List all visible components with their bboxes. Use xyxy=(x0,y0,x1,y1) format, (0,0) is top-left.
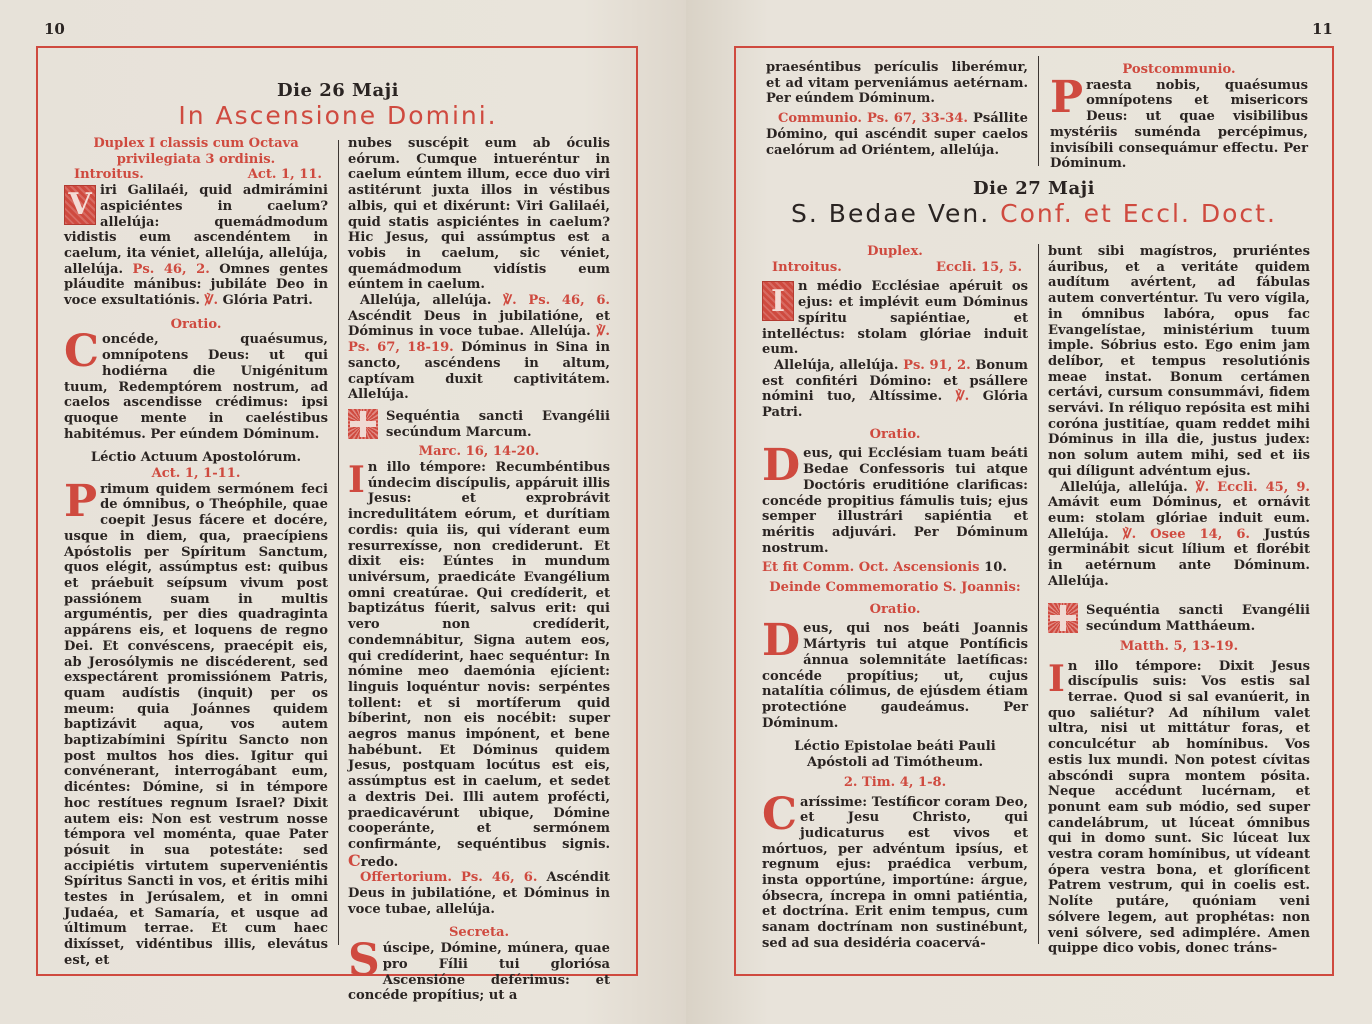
top-left-block xyxy=(766,60,1028,158)
illuminated-initial-v: V xyxy=(64,185,96,225)
drop-cap-i: I xyxy=(348,459,365,502)
oratio-label: Oratio. xyxy=(869,426,921,442)
drop-cap-d: D xyxy=(762,440,801,492)
illuminated-initial-i: I xyxy=(762,281,794,321)
drop-cap-s: S xyxy=(348,935,380,987)
introit-header xyxy=(762,260,1028,276)
lectio-title: Léctio Actuum Apostolórum. xyxy=(90,450,302,466)
drop-cap-i: I xyxy=(1048,657,1065,700)
communio: Communio. Ps. 67, 33-34. Psállite Dómino, qui ascéndit super caelos caelórum ad Oriéntem, allelúja. xyxy=(766,111,1028,158)
top-right-block xyxy=(1050,62,1308,172)
feast-title: S. Bedae Ven. Conf. et Eccl. Doct. xyxy=(791,199,1277,228)
commemoration-joannis: Deinde Commemoratio S. Joannis: xyxy=(769,580,1021,596)
drop-cap-c: C xyxy=(64,326,100,378)
lectio: P rimum quidem sermónem feci de ómnibus, o Theóphile, quae coepit Jesus fácere et docére, usque in diem, qua, praecípiens Apóstolis per Spíritum Sanctum, quos elégit, assúmptus est: quibus et práebuit seípsum vivum post passiónem suam in multis arguméntis, per dies quadraginta appárens eis, et loquens de regno Dei. Et convéscens, praecépit eis, ab Jerosólymis ne discéderent, sed exspectárent promissiónem Patris, quam audístis (inquit) per os meum: quia Joánnes quidem baptizávit aqua, vos autem baptizabímini Spíritu Sancto non post multos hos dies. Igitur qui convénerant, interrogábant eum, dicéntes: Dómine, si in témpore hoc restítues regnum Israel? Dixit autem eis: Non est vestrum nosse témpora vel moménta, quae Pater pósuit in sua potestáte: sed accipiétis virtutem superveniéntis Spíritus Sancti in vos, et éritis mihi testes in Jerúsalem, et in omni Judaéa, et Samaría, et usque ad últimum terrae. Et cum haec dixísset, vidéntibus illis, elevátus est, et xyxy=(64,475,328,968)
introit-psalm: Allelúja, allelúja. Ps. 91, 2. Bonum est confitéri Dómino: et psállere nómini tuo, Altíssime. ℣. Glória Patri. xyxy=(762,357,1029,421)
oratio-label-2: Oratio. xyxy=(869,601,921,617)
left-column-1 xyxy=(64,136,328,969)
drop-cap-p: P xyxy=(1050,71,1084,123)
column-divider xyxy=(1038,244,1039,944)
gospel-heading: Sequéntia sancti Evangélii secúndum Mattháeum. xyxy=(1048,603,1310,634)
lectio-title: Léctio Epistolae beáti Pauli Apóstoli ad Timótheum. xyxy=(794,739,996,771)
introit: I n médio Ecclésiae apéruit os ejus: et implévit eum Dóminus spíritu sapiéntiae, et intelléctus: stolam glóriae induit eum. xyxy=(762,279,1028,358)
commemoration-octave: Et fit Comm. Oct. Ascensionis 10. xyxy=(762,560,1007,576)
drop-cap-c: C xyxy=(762,788,798,840)
drop-cap-d: D xyxy=(762,615,801,667)
secreta-label: Secreta. xyxy=(448,925,510,941)
gospel-ref: Marc. 16, 14-20. xyxy=(418,444,540,460)
rank: Duplex I classis cum Octava privilegiata 3 ordinis. xyxy=(93,136,299,167)
gospel-ref: Matth. 5, 13-19. xyxy=(1119,638,1239,654)
lectio-continued: nubes suscépit eum ab óculis eórum. Cumque intueréntur in caelum eúntem illum, ecce duo viri astitérunt juxta illos in véstibus albis, qui et dixérunt: Viri Galilaéi, quid statis aspiciéntes in caelum? Hic Jesus, qui assúmptus est a vobis in caelum, sic véniet, quemádmodum vidístis eum eúntem in caelum. xyxy=(348,136,610,293)
oratio: D eus, qui Ecclésiam tuam beáti Bedae Confessoris tui atque Doctóris eruditióne clarificas: concéde propitius fámulis tuis; ejus semper illustrári sapiéntia et méritis adjuvári. Per Dóminum nostrum. xyxy=(762,440,1028,556)
lectio-ref: Act. 1, 1-11. xyxy=(151,466,241,482)
column-divider xyxy=(338,140,339,945)
oratio-label: Oratio. xyxy=(170,316,222,332)
right-column-2 xyxy=(1048,244,1310,957)
alleluia: Allelúja, allelúja. ℣. Eccli. 45, 9. Amávit eum Dóminus, et ornávit eum: stolam glóriae induit eum. Allelúja. ℣. Osee 14, 6. Justús germinábit sicut lílium et florébit in aetérnum ante Dóminum. Allelúja. xyxy=(1048,479,1310,589)
drop-cap-p: P xyxy=(64,475,98,527)
postcommunio-label: Postcommunio. xyxy=(1122,62,1236,77)
right-page xyxy=(686,0,1372,1024)
cross-icon xyxy=(348,409,378,439)
oratio: C oncéde, quaésumus, omnípotens Deus: ut qui hodiérna die Unigénitum tuum, Redemptórem nostrum, ad caelos ascendisse crédimus: ipsi quoque mente in caeléstibus habitémus. Per eúndem Dóminum. xyxy=(64,326,328,442)
introit-label: Introitus. xyxy=(772,259,842,275)
secreta: S úscipe, Dómine, múnera, quae pro Fílii tui gloriósa Ascensióne deférimus: et concéde propítius; ut a xyxy=(348,935,610,1004)
versicle-icon: ℣. xyxy=(955,389,970,405)
lectio: C aríssime: Testíficor coram Deo, et Jesu Christo, qui judicaturus est vivos et mórtuos, per advéntum ipsíus, et regnum ejus: praédica verbum, insta opportúne, importúne: árgue, óbsecra, íncrepa in omni patiéntia, et doctrína. Erit enim tempus, cum sanam doctrínam non sustinébunt, sed ad sua desidéria coacervá- xyxy=(762,788,1028,951)
offertory: Offertorium. Ps. 46, 6. Ascéndit Deus in jubilatióne, et Dóminus in voce tubae, allelúja. xyxy=(348,870,610,917)
lectio-continued: bunt sibi magístros, pruriéntes áuribus, et a veritáte quidem audítum avértent, ad fábulas autem converténtur. Tu vero vígila, in ómnibus labóra, opus fac Evangelístae, ministérium tuum imple. Sóbrius esto. Ego enim jam delíbor, et tempus resolutiónis meae instat. Bonum certámen certávi, cursum consummávi, fidem servávi. In réliquo repósita est mihi coróna justitíae, quam reddet mihi Dóminus in illa die, justus judex: non solum autem mihi, sed et iis qui díligunt advéntum ejus. xyxy=(1048,244,1310,479)
postcommunio: P raesta nobis, quaésumus omnípotens et misericors Deus: ut quae visibilibus mystériis suménda percépimus, invisíbili consequámur effectu. Per Dóminum. xyxy=(1050,71,1308,172)
introit: V iri Galilaéi, quid admirámini aspiciéntes in caelum? allelúja: quemádmodum vidistis eum ascendéntem in caelum, ita véniet, allelúja, allelúja, allelúja. Ps. 46, 2. Omnes gentes pláudite mánibus: jubiláte Deo in voce exsultatiónis. ℣. Glória Patri. xyxy=(64,183,328,309)
oratio-2: D eus, qui nos beáti Joannis Mártyris tui atque Pontíficis ánnua solemnitáte laetíficas: concéde propítius; ut, cujus natalítia cólimus, de ejúsdem étiam protectióne gaudeámus. Per Dóminum. xyxy=(762,615,1028,731)
rank: Duplex. xyxy=(867,244,923,259)
introit-ref: Act. 1, 11. xyxy=(247,167,322,183)
left-column-2 xyxy=(348,136,610,1004)
alleluia: Allelúja, allelúja. ℣. Ps. 46, 6. Ascéndit Deus in jubilatióne, et Dóminus in voce tubae. Allelúja. ℣. Ps. 67, 18-19. Dóminus in Sina in sancto, ascéndens in altum, captívam duxit captivitátem. Allelúja. xyxy=(348,293,610,403)
right-column-1 xyxy=(762,244,1028,952)
gospel-heading: Sequéntia sancti Evangélii secúndum Marcum. xyxy=(348,409,610,440)
versicle-icon: ℣. xyxy=(204,293,219,309)
secreta-continued: praeséntibus perículis liberémur, et ad vitam perveniámus aetérnam. Per eúndem Dóminum. xyxy=(766,60,1028,107)
feast-header xyxy=(38,80,638,130)
feast-date: Die 26 Maji xyxy=(277,80,399,101)
introit-label: Introitus. xyxy=(74,167,144,183)
gospel: I n illo témpore: Dixit Jesus discípulis suis: Vos estis sal terrae. Quod si sal evanúerit, in quo saliétur? Ad níhilum valet ultra, nisi ut mittátur foras, et conculcétur ab homínibus. Vos estis lux mundi. Non potest cívitas abscóndi supra montem pósita. Neque accédunt lucérnam, et ponunt eam sub módio, sed super candelábrum, ut lúceat ómnibus qui in domo sunt. Sic lúceat lux vestra coram homínibus, ut vídeant ópera vestra bona, et gloríficent Patrem vestrum, qui in coelis est. Nolíte putáre, quóniam veni sólvere legem, aut prophétas: non veni sólvere, sed adimplére. Amen quippe dico vobis, donec tráns- xyxy=(1048,657,1310,957)
introit-ref: Eccli. 15, 5. xyxy=(936,259,1022,275)
gospel: I n illo témpore: Recumbéntibus úndecim discípulis, appáruit illis Jesus: et exprobrávit incredulitátem eórum, et durítiam cordis: quia iis, qui víderant eum resurrexísse, non crediderunt. Et dixit eis: Eúntes in mundum univérsum, praedicáte Evangélium omni creatúrae. Qui credíderit, et baptizátus fúerit, salvus erit: qui vero non credíderit, condemnábitur, Signa autem eos, qui credíderint, haec sequéntur: In nómine meo daemónia ejícient: linguis loquéntur novis: serpéntes tollent: et si mortíferum quid bíberint, non eis nocébit: super aegros manus impónent, et bene habébunt. Et Dóminus quidem Jesus, postquam locútus est eis, assúmptus est in caelum, et sedet a dextris Dei. Illi autem profécti, praedicavérunt ubique, Dómine cooperánte, et sermónem confirmánte, sequéntibus signis. Credo. xyxy=(348,459,610,870)
introit-header xyxy=(64,167,328,183)
lectio-ref: 2. Tim. 4, 1-8. xyxy=(843,774,947,790)
cross-icon xyxy=(1048,603,1078,633)
column-divider-top xyxy=(1038,56,1039,166)
feast-date: Die 27 Maji xyxy=(973,178,1095,199)
page-number: 10 xyxy=(44,20,65,38)
page-number: 11 xyxy=(1312,20,1333,38)
feast-title: In Ascensione Domini. xyxy=(178,101,498,130)
feast-header xyxy=(736,178,1332,228)
